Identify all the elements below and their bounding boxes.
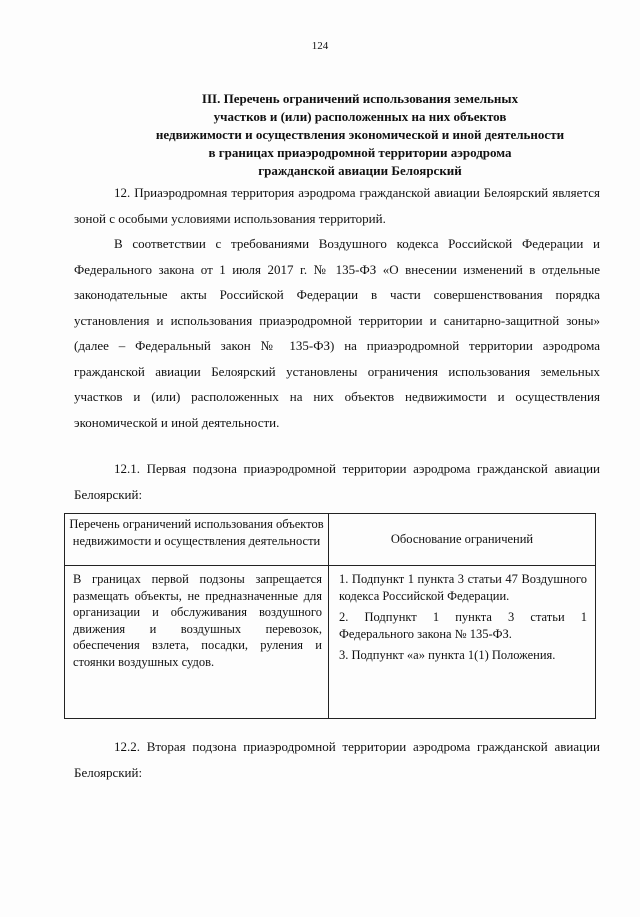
heading-line: в границах приаэродромной территории аэродрома [208,145,512,160]
justification-item: 1. Подпункт 1 пункта 3 статьи 47 Воздушного кодекса Российской Федерации. [339,572,587,603]
paragraph-12-1: 12.1. Первая подзона приаэродромной территории аэродрома гражданской авиации Белоярский: [74,461,600,502]
section-heading [150,90,570,180]
table-cell-justification [329,566,595,718]
table-header-restrictions: Перечень ограничений использования объектов недвижимости и осуществления деятельности [65,514,329,566]
paragraph-12-2: 12.2. Вторая подзона приаэродромной территории аэродрома гражданской авиации Белоярский: [74,739,600,780]
paragraph-legal-basis: В соответствии с требованиями Воздушного кодекса Российской Федерации и Федерального закона от 1 июля 2017 г. № 135-ФЗ «О внесении изменений в отдельные законодательные акты Российской Федерации в части совершенствования порядка установления и использования приаэродромной территории и санитарно-защитной зоны» (далее – Федеральный закон № 135-ФЗ) на приаэродромной территории аэродрома гражданской авиации Белоярский установлены ограничения использования земельных участков и (или) расположенных на них объектов недвижимости и осуществления экономической и иной деятельности. [74,236,600,430]
table-cell-restriction: В границах первой подзоны запрещается размещать объекты, не предназначенные для организации и обслуживания воздушного движения и воздушных перевозок, обеспечения взлета, посадки, руления и стоянки воздушных судов. [65,566,329,718]
heading-line: недвижимости и осуществления экономической и иной деятельности [155,127,565,142]
table-header-justification: Обоснование ограничений [329,514,595,566]
page-number: 124 [311,40,329,52]
heading-line: участков и (или) расположенных на них объектов [213,109,507,124]
justification-item: 3. Подпункт «а» пункта 1(1) Положения. [339,648,556,662]
paragraph-12: 12. Приаэродромная территория аэродрома гражданской авиации Белоярский является зоной с особыми условиями использования территорий. [74,185,600,226]
restrictions-table [64,513,596,719]
heading-line: III. Перечень ограничений использования земельных [201,91,519,106]
justification-item: 2. Подпункт 1 пункта 3 статьи 1 Федерального закона № 135-ФЗ. [339,610,587,641]
heading-line: гражданской авиации Белоярский [258,163,462,178]
